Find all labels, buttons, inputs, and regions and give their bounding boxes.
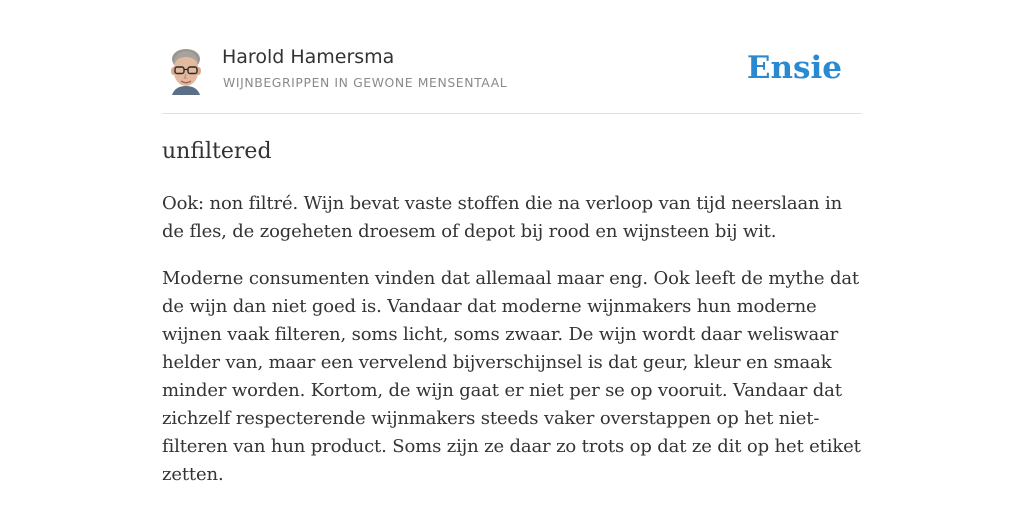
entry-paragraph: Moderne consumenten vinden dat allemaal maar eng. Ook leeft de mythe dat de wijn dan niet goed is. Vandaar dat moderne wijnmakers hun moderne wijnen vaak filteren, soms licht, soms zwaar. De wijn wordt daar weliswaar helder van, maar een vervelend bijverschijnsel is dat geur, kleur en smaak minder worden. Kortom, de wijn gaat er niet per se op vooruit. Vandaar dat zichzelf respecterende wijnmakers steeds vaker overstappen op het niet-filteren van hun product. Soms zijn ze daar zo trots op dat ze dit op het etiket zetten. (162, 268, 861, 485)
author-subtitle: WIJNBEGRIPPEN IN GEWONE MENSENTAAL (223, 75, 508, 90)
entry-paragraph: Ook: non filtré. Wijn bevat vaste stoffen die na verloop van tijd neerslaan in de fles, de zogeheten droesem of depot bij rood en wijnsteen bij wit. (162, 193, 843, 242)
brand-logo-link[interactable]: Ensie (746, 50, 842, 86)
entry-content (162, 136, 867, 489)
author-name[interactable]: Harold Hamersma (222, 46, 395, 68)
person-portrait-icon (167, 47, 205, 95)
entry-title: unfiltered (162, 139, 272, 164)
header (162, 40, 862, 114)
